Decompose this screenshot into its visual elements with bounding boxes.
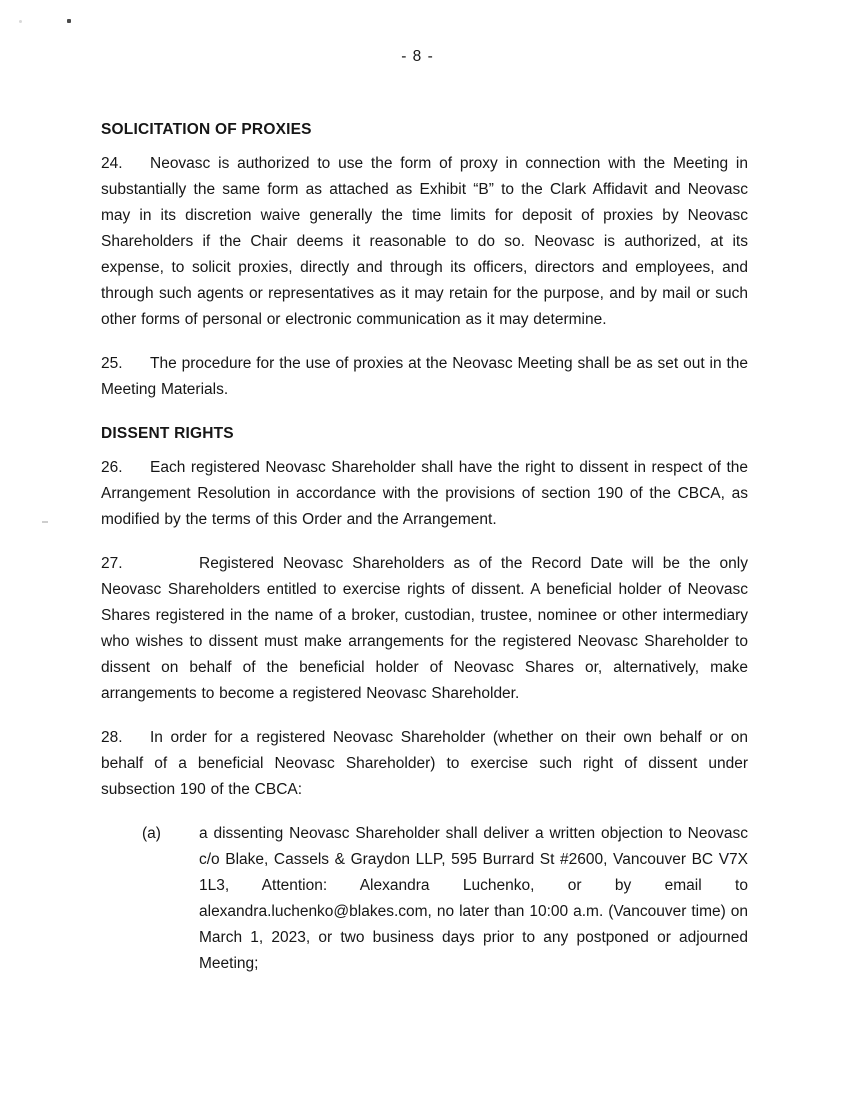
paragraph-number: 27. (101, 555, 123, 572)
paragraph-27 (101, 551, 748, 707)
paragraph-text: Each registered Neovasc Shareholder shall have the right to dissent in respect of the Arrangement Resolution in accordance with the provisions of section 190 of the CBCA, as modified by the terms of this Order and the Arrangement. (101, 459, 748, 528)
paragraph-28 (101, 725, 748, 803)
subitem-text: a dissenting Neovasc Shareholder shall deliver a written objection to Neovasc c/o Blake, Cassels & Graydon LLP, 595 Burrard St #2600, Vancouver BC V7X 1L3, Attention: Alexandra Luchenko, or by email to alexandra.luchenko@blakes.com, no later than 10:00 a.m. (Vancouver time) on March 1, 2023, or two business days prior to any postponed or adjourned Meeting; (199, 825, 748, 972)
page-number: - 8 - (401, 48, 434, 65)
paragraph-number: 25. (101, 355, 123, 372)
paragraph-text: In order for a registered Neovasc Shareholder (whether on their own behalf or on behalf of a beneficial Neovasc Shareholder) to exercise such right of dissent under subsection 190 of the CBCA: (101, 729, 748, 798)
paragraph-24 (101, 151, 748, 333)
paragraph-25 (101, 351, 748, 403)
paragraph-text: Neovasc is authorized to use the form of proxy in connection with the Meeting in substantially the same form as attached as Exhibit “B” to the Clark Affidavit and Neovasc may in its discretion waive generally the time limits for deposit of proxies by Neovasc Shareholders if the Chair deems it reasonable to do so. Neovasc is authorized, at its expense, to solicit proxies, directly and through its officers, directors and employees, and through such agents or representatives as it may retain for the purpose, and by mail or such other forms of personal or electronic communication as it may determine. (101, 155, 748, 328)
paragraph-text: The procedure for the use of proxies at the Neovasc Meeting shall be as set out in the Meeting Materials. (101, 355, 748, 398)
scan-speck (42, 521, 48, 523)
subitem-label: (a) (142, 825, 161, 842)
paragraph-26 (101, 455, 748, 533)
document-content (101, 117, 748, 995)
paragraph-number: 24. (101, 155, 123, 172)
paragraph-number: 26. (101, 459, 123, 476)
paragraph-text: Registered Neovasc Shareholders as of the Record Date will be the only Neovasc Shareholders entitled to exercise rights of dissent. A beneficial holder of Neovasc Shares registered in the name of a broker, custodian, trustee, nominee or other intermediary who wishes to dissent must make arrangements for the registered Neovasc Shareholder to dissent on behalf of the beneficial holder of Neovasc Shares or, alternatively, make arrangements to become a registered Neovasc Shareholder. (101, 555, 748, 702)
scan-speck (19, 20, 22, 23)
subitem-a (142, 821, 748, 977)
scan-speck (67, 19, 71, 23)
paragraph-number: 28. (101, 729, 123, 746)
section-heading-solicitation-of-proxies: SOLICITATION OF PROXIES (101, 121, 312, 138)
section-heading-dissent-rights: DISSENT RIGHTS (101, 425, 234, 442)
